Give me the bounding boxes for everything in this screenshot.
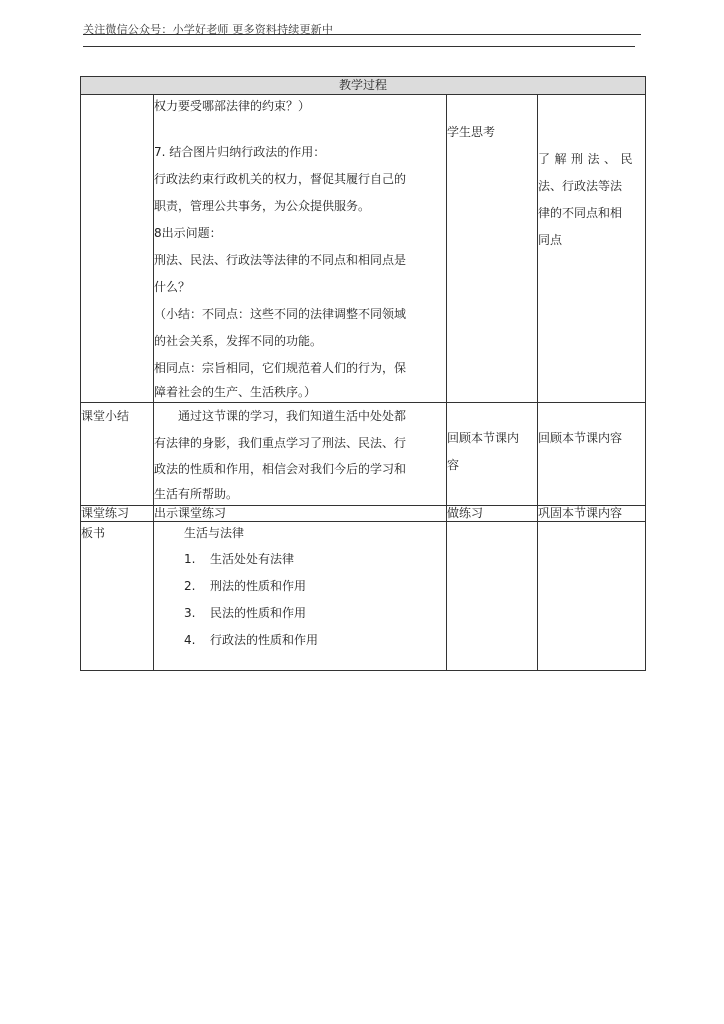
purpose-line: 法、行政法等法 xyxy=(538,179,623,193)
row1-student-cell xyxy=(447,95,538,403)
blackboard-item xyxy=(154,600,446,627)
row-label: 课堂小结 xyxy=(81,409,130,423)
blackboard-item xyxy=(154,546,446,573)
content-line: 7. 结合图片归纳行政法的作用： xyxy=(154,145,326,159)
blackboard-item-number: 3. xyxy=(184,605,196,620)
row4-content-cell xyxy=(154,521,447,670)
content-line: （小结：不同点：这些不同的法律调整不同领域 xyxy=(154,307,407,321)
purpose-text: 巩固本节课内容 xyxy=(538,505,623,520)
row1-purpose-cell xyxy=(538,95,646,403)
blackboard-item-number: 4. xyxy=(184,632,196,647)
content-line: 8出示问题： xyxy=(154,226,222,240)
page-header-text: 关注微信公众号：小学好老师 更多资料持续更新中 xyxy=(83,23,334,36)
row3-purpose-cell xyxy=(538,505,646,521)
purpose-line: 律的不同点和相 xyxy=(538,206,623,220)
content-line: 生活有所帮助。 xyxy=(154,486,239,501)
purpose-line: 同点 xyxy=(538,233,563,247)
content-line: 障着社会的生产、生活秩序。） xyxy=(154,385,317,399)
blackboard-title: 生活与法律 xyxy=(184,525,245,540)
student-activity-text: 学生思考 xyxy=(447,125,496,139)
header-rule-bottom xyxy=(83,46,635,47)
row3-student-cell xyxy=(447,505,538,521)
content-line: 有法律的身影，我们重点学习了刑法、民法、行 xyxy=(154,435,407,450)
blackboard-item-number: 2. xyxy=(184,578,196,593)
lesson-table xyxy=(80,76,646,671)
table-row-practice xyxy=(81,505,646,521)
purpose-text: 回顾本节课内容 xyxy=(538,431,623,445)
row-label: 课堂练习 xyxy=(81,505,130,520)
blackboard-item xyxy=(154,573,446,600)
table-header-row xyxy=(81,77,646,95)
row2-label-cell xyxy=(81,403,154,506)
student-activity-text: 做练习 xyxy=(447,505,484,520)
row4-purpose-cell xyxy=(538,521,646,670)
row3-content-cell xyxy=(154,505,447,521)
content-line: 刑法、民法、行政法等法律的不同点和相同点是 xyxy=(154,253,407,267)
content-line: 政法的性质和作用，相信会对我们今后的学习和 xyxy=(154,462,407,476)
content-line: 什么？ xyxy=(154,280,191,294)
content-line: 权力要受哪部法律的约束？） xyxy=(154,99,311,113)
content-line: 的社会关系，发挥不同的功能。 xyxy=(154,334,323,348)
blackboard-item-text: 行政法的性质和作用 xyxy=(210,632,319,647)
student-activity-line: 容 xyxy=(447,457,460,472)
row3-label-cell xyxy=(81,505,154,521)
blackboard-item-text: 民法的性质和作用 xyxy=(210,605,307,620)
purpose-line: 了解刑法、民 xyxy=(538,152,638,166)
blackboard-item-text: 刑法的性质和作用 xyxy=(210,578,307,593)
header-rule-top xyxy=(83,34,641,35)
row2-student-cell xyxy=(447,403,538,506)
student-activity-line: 回顾本节课内 xyxy=(447,431,520,445)
content-line: 相同点：宗旨相同，它们规范着人们的行为，保 xyxy=(154,361,407,375)
content-text: 出示课堂练习 xyxy=(154,505,227,520)
table-title: 教学过程 xyxy=(81,77,646,95)
blackboard-item-number: 1. xyxy=(184,551,196,566)
content-line xyxy=(154,119,446,139)
row1-label-cell xyxy=(81,95,154,403)
content-line: 行政法约束行政机关的权力，督促其履行自己的 xyxy=(154,172,407,186)
row2-content-cell xyxy=(154,403,447,506)
blackboard-item xyxy=(154,627,446,654)
row4-label-cell xyxy=(81,521,154,670)
table-row-summary xyxy=(81,403,646,506)
table-row-process xyxy=(81,95,646,403)
row4-student-cell xyxy=(447,521,538,670)
content-line: 职责，管理公共事务，为公众提供服务。 xyxy=(154,199,371,213)
content-line: 通过这节课的学习，我们知道生活中处处都 xyxy=(178,409,407,423)
row2-purpose-cell xyxy=(538,403,646,506)
row-label: 板书 xyxy=(81,525,106,540)
table-row-blackboard xyxy=(81,521,646,670)
blackboard-item-text: 生活处处有法律 xyxy=(210,551,295,566)
row1-content-cell xyxy=(154,95,447,403)
